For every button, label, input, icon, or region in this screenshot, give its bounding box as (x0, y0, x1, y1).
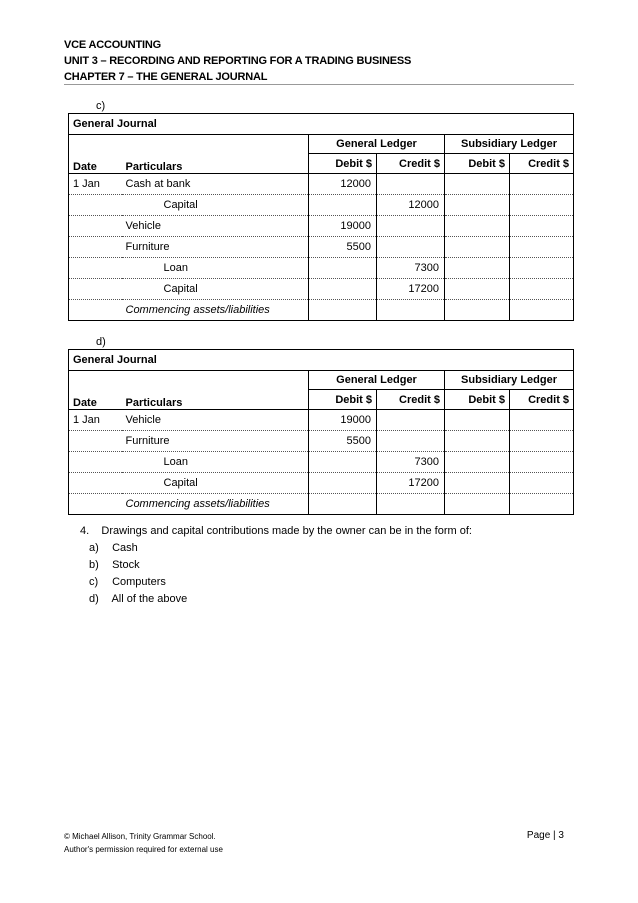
row-narration: Commencing assets/liabilities (122, 300, 309, 321)
row-date (69, 494, 122, 515)
row-sl-credit (510, 300, 574, 321)
column-header-gl-credit: Credit $ (377, 390, 445, 410)
row-gl-debit (309, 258, 377, 279)
row-particulars: Capital (122, 473, 309, 494)
row-date (69, 473, 122, 494)
journal-title: General Journal (69, 114, 574, 135)
row-sl-debit (445, 452, 510, 473)
header-divider (64, 84, 574, 85)
footer-copyright: © Michael Allison, Trinity Grammar School. (64, 832, 216, 841)
option-text: All of the above (111, 593, 188, 605)
row-sl-debit (445, 494, 510, 515)
row-particulars: Furniture (122, 237, 309, 258)
page-number: Page | 3 (526, 830, 564, 841)
row-narration: Commencing assets/liabilities (122, 494, 309, 515)
option-d (89, 591, 472, 608)
row-date (69, 452, 122, 473)
row-particulars: Cash at bank (122, 174, 309, 195)
group-header-subsidiary-ledger: Subsidiary Ledger (445, 135, 574, 154)
table-row (69, 237, 574, 258)
row-sl-credit (510, 431, 574, 452)
row-gl-debit (309, 494, 377, 515)
group-header-general-ledger: General Ledger (309, 135, 445, 154)
row-sl-credit (510, 452, 574, 473)
page-header (64, 37, 574, 85)
row-sl-debit (445, 473, 510, 494)
part-d-label: d) (96, 336, 106, 348)
row-date: 1 Jan (69, 410, 122, 431)
row-gl-credit: 7300 (377, 452, 445, 473)
row-date (69, 216, 122, 237)
row-sl-debit (445, 431, 510, 452)
row-sl-debit (445, 216, 510, 237)
table-row (69, 410, 574, 431)
row-sl-credit (510, 195, 574, 216)
row-gl-debit (309, 300, 377, 321)
question-4 (80, 523, 472, 608)
option-letter: c) (89, 576, 99, 588)
row-gl-credit (377, 237, 445, 258)
option-a (89, 540, 472, 557)
question-text: Drawings and capital contributions made by the owner can be in the form of: (101, 525, 472, 537)
row-gl-debit (309, 195, 377, 216)
row-date (69, 237, 122, 258)
option-letter: b) (89, 559, 99, 571)
row-sl-debit (445, 300, 510, 321)
row-sl-credit (510, 216, 574, 237)
header-subject: VCE ACCOUNTING (64, 39, 162, 51)
row-gl-credit: 7300 (377, 258, 445, 279)
row-gl-debit (309, 279, 377, 300)
row-gl-debit: 12000 (309, 174, 377, 195)
row-sl-credit (510, 410, 574, 431)
table-row (69, 452, 574, 473)
group-header-subsidiary-ledger: Subsidiary Ledger (445, 371, 574, 390)
row-gl-credit (377, 431, 445, 452)
table-row (69, 279, 574, 300)
part-c-label: c) (96, 100, 106, 112)
table-row (69, 174, 574, 195)
page-footer (64, 830, 574, 856)
row-sl-credit (510, 279, 574, 300)
row-sl-credit (510, 237, 574, 258)
row-gl-credit (377, 300, 445, 321)
row-sl-credit (510, 174, 574, 195)
table-row (69, 195, 574, 216)
column-header-sl-debit: Debit $ (445, 390, 510, 410)
question-number: 4. (80, 525, 90, 537)
row-gl-credit: 12000 (377, 195, 445, 216)
header-unit: UNIT 3 – RECORDING AND REPORTING FOR A TRADING BUSINESS (64, 55, 412, 67)
option-text: Cash (112, 542, 138, 554)
row-gl-credit (377, 410, 445, 431)
journal-table-c (68, 113, 574, 321)
row-gl-debit: 5500 (309, 237, 377, 258)
option-letter: d) (89, 593, 99, 605)
option-text: Computers (112, 576, 166, 588)
row-date (69, 258, 122, 279)
column-header-sl-credit: Credit $ (510, 390, 574, 410)
row-particulars: Loan (122, 452, 309, 473)
row-particulars: Capital (122, 279, 309, 300)
option-text: Stock (112, 559, 140, 571)
row-gl-credit: 17200 (377, 279, 445, 300)
column-header-sl-credit: Credit $ (510, 154, 574, 174)
option-c (89, 574, 472, 591)
row-particulars: Loan (122, 258, 309, 279)
column-header-gl-debit: Debit $ (309, 154, 377, 174)
row-particulars: Capital (122, 195, 309, 216)
row-gl-credit (377, 494, 445, 515)
table-row (69, 258, 574, 279)
journal-title: General Journal (69, 350, 574, 371)
table-row (69, 473, 574, 494)
column-header-gl-debit: Debit $ (309, 390, 377, 410)
row-sl-debit (445, 195, 510, 216)
column-header-date: Date (69, 371, 122, 410)
row-sl-credit (510, 473, 574, 494)
row-particulars: Furniture (122, 431, 309, 452)
row-particulars: Vehicle (122, 216, 309, 237)
row-particulars: Vehicle (122, 410, 309, 431)
row-date (69, 431, 122, 452)
option-b (89, 557, 472, 574)
row-sl-debit (445, 237, 510, 258)
table-row (69, 216, 574, 237)
row-gl-credit (377, 216, 445, 237)
row-date (69, 279, 122, 300)
question-4-stem (80, 523, 472, 540)
row-sl-debit (445, 174, 510, 195)
row-sl-debit (445, 279, 510, 300)
row-gl-debit: 19000 (309, 216, 377, 237)
row-sl-credit (510, 494, 574, 515)
group-header-general-ledger: General Ledger (309, 371, 445, 390)
row-gl-debit (309, 452, 377, 473)
column-header-date: Date (69, 135, 122, 174)
footer-permission: Author's permission required for external use (64, 845, 223, 854)
row-date: 1 Jan (69, 174, 122, 195)
header-chapter: CHAPTER 7 – THE GENERAL JOURNAL (64, 71, 268, 83)
journal-table-d (68, 349, 574, 515)
row-date (69, 195, 122, 216)
row-sl-debit (445, 258, 510, 279)
row-gl-debit: 5500 (309, 431, 377, 452)
row-gl-credit (377, 174, 445, 195)
table-row (69, 431, 574, 452)
table-row (69, 494, 574, 515)
row-date (69, 300, 122, 321)
column-header-gl-credit: Credit $ (377, 154, 445, 174)
row-gl-debit (309, 473, 377, 494)
row-gl-credit: 17200 (377, 473, 445, 494)
option-letter: a) (89, 542, 99, 554)
column-header-sl-debit: Debit $ (445, 154, 510, 174)
table-row (69, 300, 574, 321)
row-gl-debit: 19000 (309, 410, 377, 431)
column-header-particulars: Particulars (125, 161, 183, 173)
row-sl-credit (510, 258, 574, 279)
column-header-particulars: Particulars (125, 397, 183, 409)
row-sl-debit (445, 410, 510, 431)
